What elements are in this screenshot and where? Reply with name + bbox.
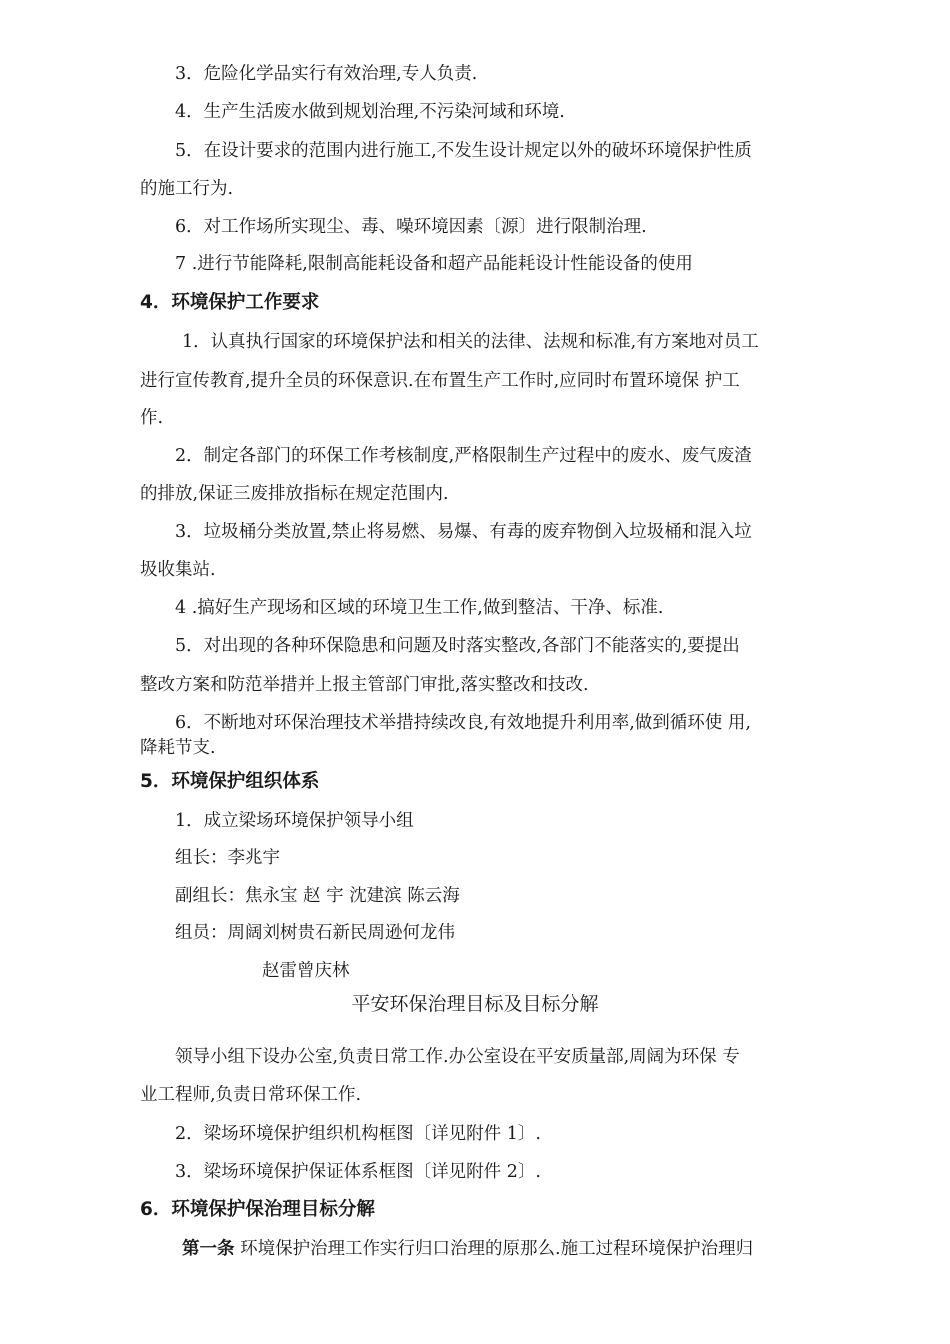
paragraph: 降耗节支. <box>140 738 216 758</box>
paragraph: 圾收集站. <box>140 560 216 580</box>
paragraph: 7 .进行节能降耗,限制高能耗设备和超产品能耗设计性能设备的使用 <box>175 254 693 274</box>
paragraph: 4．生产生活废水做到规划治理,不污染河域和环境. <box>175 102 565 122</box>
section-heading: 4．环境保护工作要求 <box>140 292 320 313</box>
paragraph: 业工程师,负责日常环保工作. <box>140 1085 362 1105</box>
article-text: 环境保护治理工作实行归口治理的原那么.施工过程环境保护治理归 <box>234 1239 754 1259</box>
section-heading: 6．环境保护保治理目标分解 <box>140 1199 375 1220</box>
paragraph: 副组长：焦永宝 赵 宇 沈建滨 陈云海 <box>175 886 460 906</box>
paragraph: 6．对工作场所实现尘、毒、噪环境因素〔源〕进行限制治理. <box>175 217 647 237</box>
paragraph: 6．不断地对环保治理技术举措持续改良,有效地提升利用率,做到循环使 用, <box>175 713 751 733</box>
paragraph: 2．制定各部门的环保工作考核制度,严格限制生产过程中的废水、废气废渣 <box>175 446 752 466</box>
paragraph: 的施工行为. <box>140 179 234 199</box>
paragraph: 领导小组下设办公室,负责日常工作.办公室设在平安质量部,周阔为环保 专 <box>175 1047 740 1067</box>
paragraph: 组员：周阔刘树贵石新民周逊何龙伟 <box>175 923 455 943</box>
article-label: 第一条 <box>182 1239 235 1259</box>
paragraph: 1．认真执行国家的环境保护法和相关的法律、法规和标准,有方案地对员工 <box>182 332 759 352</box>
paragraph: 赵雷曾庆林 <box>262 961 350 981</box>
section-heading: 5．环境保护组织体系 <box>140 771 320 792</box>
paragraph: 2．梁场环境保护组织机构框图〔详见附件 1〕. <box>175 1124 541 1144</box>
paragraph: 整改方案和防范举措并上报主管部门审批,落实整改和技改. <box>140 675 589 695</box>
paragraph: 3．垃圾桶分类放置,禁止将易燃、易爆、有毒的废弃物倒入垃圾桶和混入垃 <box>175 522 752 542</box>
paragraph: 5．对出现的各种环保隐患和问题及时落实整改,各部门不能落实的,要提出 <box>175 636 740 656</box>
paragraph: 3．梁场环境保护保证体系框图〔详见附件 2〕. <box>175 1162 541 1182</box>
paragraph: 进行宣传教育,提升全员的环保意识.在布置生产工作时,应同时布置环境保 护工 <box>140 371 740 391</box>
paragraph: 3．危险化学品实行有效治理,专人负责. <box>175 64 478 84</box>
paragraph <box>182 1237 872 1261</box>
paragraph: 的排放,保证三废排放指标在规定范围内. <box>140 484 449 504</box>
paragraph: 组长：李兆宇 <box>175 848 280 868</box>
paragraph: 1．成立梁场环境保护领导小组 <box>175 811 414 831</box>
paragraph: 5．在设计要求的范围内进行施工,不发生设计规定以外的破坏环境保护性质 <box>175 141 752 161</box>
paragraph: 4 .搞好生产现场和区域的环境卫生工作,做到整洁、干净、标准. <box>175 598 664 618</box>
paragraph: 作. <box>140 408 164 428</box>
center-title: 平安环保治理目标及目标分解 <box>351 993 599 1015</box>
